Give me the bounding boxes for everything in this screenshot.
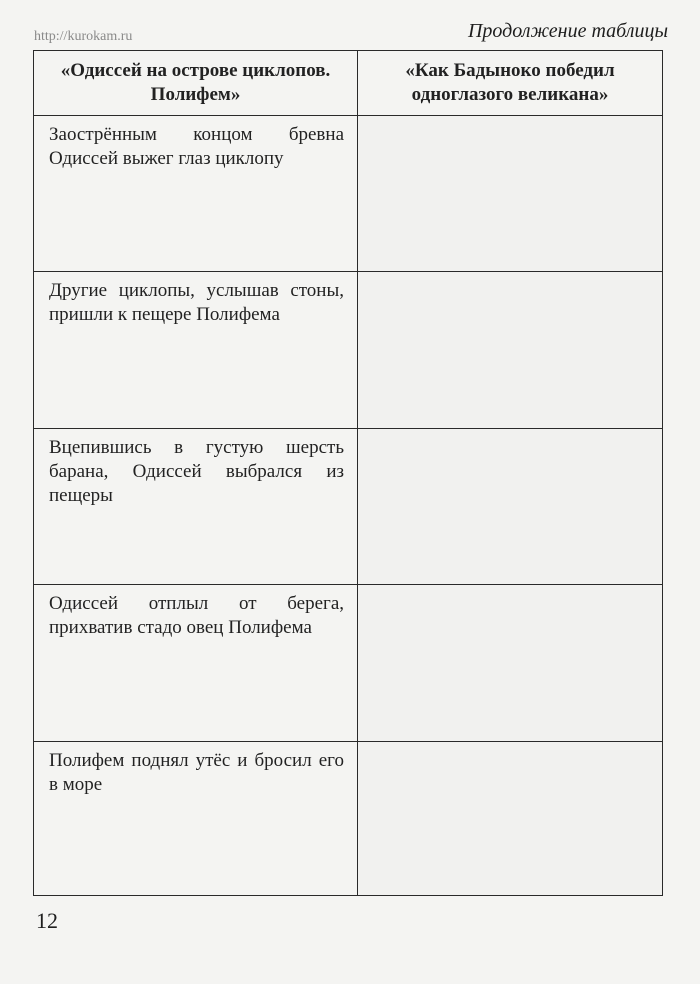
table-cell-left — [34, 585, 358, 742]
table-cell-left — [34, 272, 358, 429]
column-header-odyssey — [34, 51, 358, 116]
table-cell-right — [358, 272, 663, 429]
comparison-table — [33, 50, 663, 896]
table-cell-left — [34, 116, 358, 272]
table-row — [34, 742, 663, 896]
table-cell-left — [34, 429, 358, 585]
cell-text — [358, 429, 662, 436]
table-cell-left — [34, 742, 358, 896]
cell-text: Заострённым концом бревна Одиссей выжег глаз циклопу — [49, 124, 344, 169]
cell-text: Одиссей отплыл от берега, прихватив стадо овец Полифема — [49, 593, 344, 638]
page-number: 12 — [36, 908, 58, 933]
column-header-badynoko-text: «Как Бадыноко победил одноглазого великана» — [405, 60, 615, 105]
watermark-url: http://kurokam.ru — [34, 29, 133, 44]
cell-text — [358, 272, 662, 279]
cell-text: Вцепившись в густую шерсть барана, Одиссей выбрался из пещеры — [49, 437, 344, 506]
table-cell-right — [358, 429, 663, 585]
column-header-badynoko — [358, 51, 663, 116]
continuation-label: Продолжение таблицы — [467, 20, 668, 42]
table-row — [34, 116, 663, 272]
table-header-row — [34, 51, 663, 116]
cell-text — [358, 742, 662, 749]
table-cell-right — [358, 585, 663, 742]
cell-text — [358, 116, 662, 123]
cell-text: Другие циклопы, услышав стоны, пришли к пещере Полифема — [49, 280, 344, 325]
table-row — [34, 429, 663, 585]
table-row — [34, 272, 663, 429]
table-cell-right — [358, 116, 663, 272]
cell-text — [358, 585, 662, 592]
cell-text: Полифем поднял утёс и бросил его в море — [49, 750, 344, 795]
column-header-odyssey-text: «Одиссей на острове циклопов. Полифем» — [60, 60, 331, 105]
table-cell-right — [358, 742, 663, 896]
table-row — [34, 585, 663, 742]
